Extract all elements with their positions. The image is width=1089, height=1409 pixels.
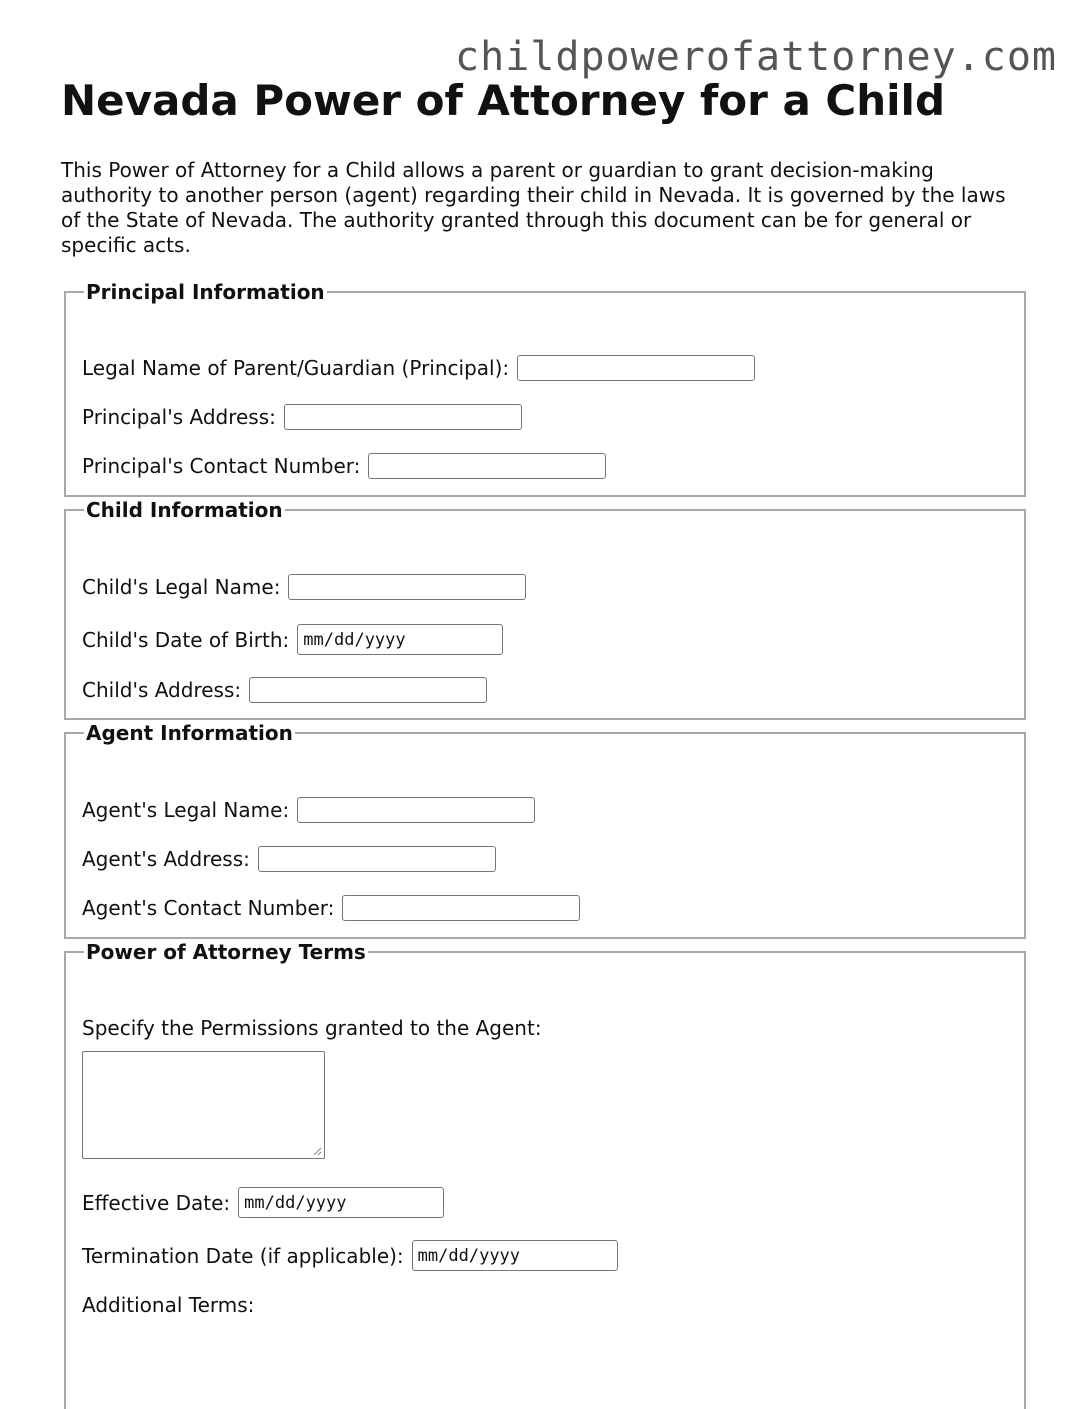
- child-address-row: [82, 677, 487, 703]
- agent-contact-label: Agent's Contact Number:: [82, 896, 335, 920]
- principal-contact-label: Principal's Contact Number:: [82, 454, 361, 478]
- principal-information-section: [64, 281, 1026, 497]
- agent-address-label: Agent's Address:: [82, 847, 250, 871]
- page-title: Nevada Power of Attorney for a Child: [61, 76, 946, 125]
- child-dob-label: Child's Date of Birth:: [82, 627, 290, 652]
- effective-date-row: [82, 1187, 444, 1218]
- child-dob-row: [82, 624, 503, 655]
- effective-date-label: Effective Date:: [82, 1190, 231, 1215]
- principal-section-legend: Principal Information: [86, 280, 325, 304]
- intro-paragraph: This Power of Attorney for a Child allows a parent or guardian to grant decision-making authority to another person (agent) regarding their child in Nevada. It is governed by the laws of the State of Nevada. The authority granted through this document can be for general or specific acts.: [61, 158, 1006, 257]
- agent-name-row: [82, 797, 535, 823]
- principal-address-label: Principal's Address:: [82, 405, 276, 429]
- terms-section: [64, 941, 1026, 1409]
- child-address-label: Child's Address:: [82, 678, 242, 702]
- permissions-label: Specify the Permissions granted to the Agent:: [82, 1016, 542, 1040]
- agent-contact-input[interactable]: [342, 895, 580, 921]
- principal-address-row: [82, 404, 522, 430]
- principal-contact-input[interactable]: [368, 453, 606, 479]
- additional-terms-label: Additional Terms:: [82, 1293, 255, 1317]
- child-address-input[interactable]: [249, 677, 487, 703]
- child-dob-placeholder: mm/dd/yyyy: [303, 629, 406, 650]
- child-section-legend: Child Information: [86, 498, 283, 522]
- agent-section-legend: Agent Information: [86, 721, 293, 745]
- agent-information-section: [64, 722, 1026, 939]
- effective-date-input[interactable]: [238, 1187, 444, 1218]
- agent-address-input[interactable]: [258, 846, 496, 872]
- agent-address-row: [82, 846, 496, 872]
- site-watermark: childpowerofattorney.com: [455, 34, 1057, 80]
- agent-contact-row: [82, 895, 580, 921]
- permissions-textarea[interactable]: [82, 1051, 325, 1159]
- child-dob-input[interactable]: [297, 624, 503, 655]
- termination-date-placeholder: mm/dd/yyyy: [417, 1245, 521, 1266]
- child-name-input[interactable]: [288, 574, 526, 600]
- terms-section-legend: Power of Attorney Terms: [86, 940, 366, 964]
- agent-name-label: Agent's Legal Name:: [82, 798, 290, 822]
- principal-name-input[interactable]: [517, 355, 755, 381]
- principal-name-row: [82, 355, 755, 381]
- principal-contact-row: [82, 453, 606, 479]
- principal-address-input[interactable]: [284, 404, 522, 430]
- child-information-section: [64, 499, 1026, 720]
- agent-name-input[interactable]: [297, 797, 535, 823]
- child-name-row: [82, 574, 526, 600]
- principal-name-label: Legal Name of Parent/Guardian (Principal):: [82, 356, 510, 380]
- termination-date-input[interactable]: [412, 1240, 618, 1271]
- child-name-label: Child's Legal Name:: [82, 575, 281, 599]
- permissions-row: [82, 1016, 550, 1040]
- additional-terms-row: [82, 1293, 262, 1317]
- termination-date-row: [82, 1240, 618, 1271]
- resize-grip-icon[interactable]: [312, 1146, 322, 1156]
- effective-date-placeholder: mm/dd/yyyy: [244, 1192, 347, 1213]
- termination-date-label: Termination Date (if applicable):: [82, 1243, 404, 1268]
